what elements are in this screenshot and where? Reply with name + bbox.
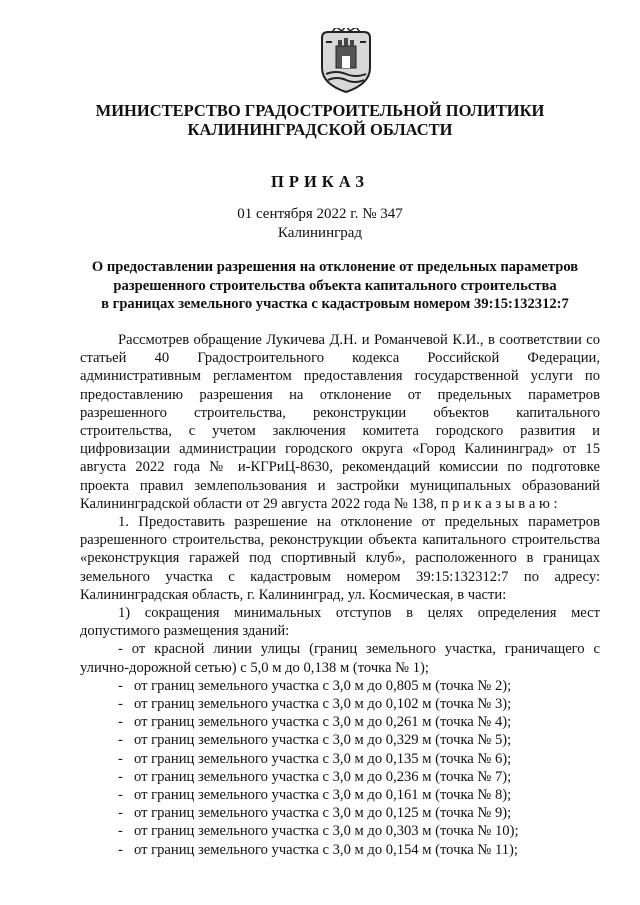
dash-marker: - [118, 750, 123, 767]
list-item-text: от границ земельного участка с 3,0 м до 0,236 м (точка № 7); [134, 768, 512, 785]
list-item-text: от границ земельного участка с 3,0 м до 0,329 м (точка № 5); [134, 732, 512, 749]
dash-marker: - [118, 732, 123, 749]
list-item-text: от границ земельного участка с 3,0 м до 0,303 м (точка № 10); [134, 823, 519, 840]
list-item [80, 731, 600, 749]
list-item [80, 713, 600, 731]
item-1-paragraph: 1. Предоставить разрешение на отклонение от предельных параметров разрешенного строительства, реконструкции объекта капитального строительства «реконструкция гаражей под спортивный клуб», расположенного в границах земельного участка с кадастровым номером 39:15:132312:7 по адресу: Калининградская область, г. Калининград, ул. Космическая, в части: [80, 514, 600, 603]
dash-marker: - [118, 696, 123, 713]
list-item [80, 677, 600, 695]
list-item [80, 750, 600, 768]
document-body [80, 331, 600, 859]
dash-list [80, 677, 600, 859]
date-number: 01 сентября 2022 г. № 347 [237, 206, 403, 222]
list-item-text: от границ земельного участка с 3,0 м до 0,261 м (точка № 4); [134, 714, 512, 731]
dash-marker: - [118, 841, 123, 858]
list-item [80, 768, 600, 786]
dash-marker: - [118, 714, 123, 731]
sub-item-1-paragraph: 1) сокращения минимальных отступов в целях определения мест допустимого размещения зданий: [80, 605, 600, 640]
list-item-text: от границ земельного участка с 3,0 м до 0,102 м (точка № 3); [134, 696, 512, 713]
city: Калининград [277, 225, 363, 241]
dash-marker: - [118, 677, 123, 694]
list-item-text: от границ земельного участка с 3,0 м до 0,135 м (точка № 6); [134, 750, 512, 767]
ministry-name: МИНИСТЕРСТВО ГРАДОСТРОИТЕЛЬНОЙ ПОЛИТИКИ КАЛИНИНГРАДСКОЙ ОБЛАСТИ [95, 101, 545, 139]
dash-marker: - [118, 768, 123, 785]
document-type: ПРИКАЗ [271, 172, 369, 191]
list-item [80, 786, 600, 804]
list-item-text: от границ земельного участка с 3,0 м до 0,154 м (точка № 11); [134, 841, 518, 858]
dash-item-red-line: - от красной линии улицы (границ земельного участка, граничащего с улично-дорожной сетью) с 5,0 м до 0,138 м (точка № 1); [80, 641, 600, 676]
dash-marker: - [118, 823, 123, 840]
list-item [80, 841, 600, 859]
list-item-text: от границ земельного участка с 3,0 м до 0,125 м (точка № 9); [134, 805, 512, 822]
list-item [80, 695, 600, 713]
list-item-text: от границ земельного участка с 3,0 м до 0,161 м (точка № 8); [134, 787, 512, 804]
intro-paragraph: Рассмотрев обращение Лукичева Д.Н. и Романчевой К.И., в соответствии со статьей 40 Градостроительного кодекса Российской Федерации, административным регламентом предоставления государственной услуги по предоставлению разрешения на отклонение от предельных параметров разрешенного строительства, реконструкции объектов капитального строительства, с учетом заключения комитета городского развития и цифровизации администрации городского округа «Город Калининград» от 15 августа 2022 года № и-КГРиЦ-8630, рекомендаций комиссии по подготовке проекта правил землепользования и застройки муниципальных образований Калининградской области от 29 августа 2022 года № 138, п р и к а з ы в а ю : [80, 332, 600, 512]
document-title: О предоставлении разрешения на отклонение от предельных параметров разрешенного строительства объекта капитального строительства в границах земельного участка с кадастровым номером 39:15:132312:7 [91, 259, 579, 312]
dash-marker: - [118, 787, 123, 804]
list-item [80, 822, 600, 840]
list-item [80, 804, 600, 822]
coat-of-arms-icon [318, 28, 374, 94]
list-item-text: от границ земельного участка с 3,0 м до 0,805 м (точка № 2); [134, 677, 512, 694]
dash-marker: - [118, 805, 123, 822]
